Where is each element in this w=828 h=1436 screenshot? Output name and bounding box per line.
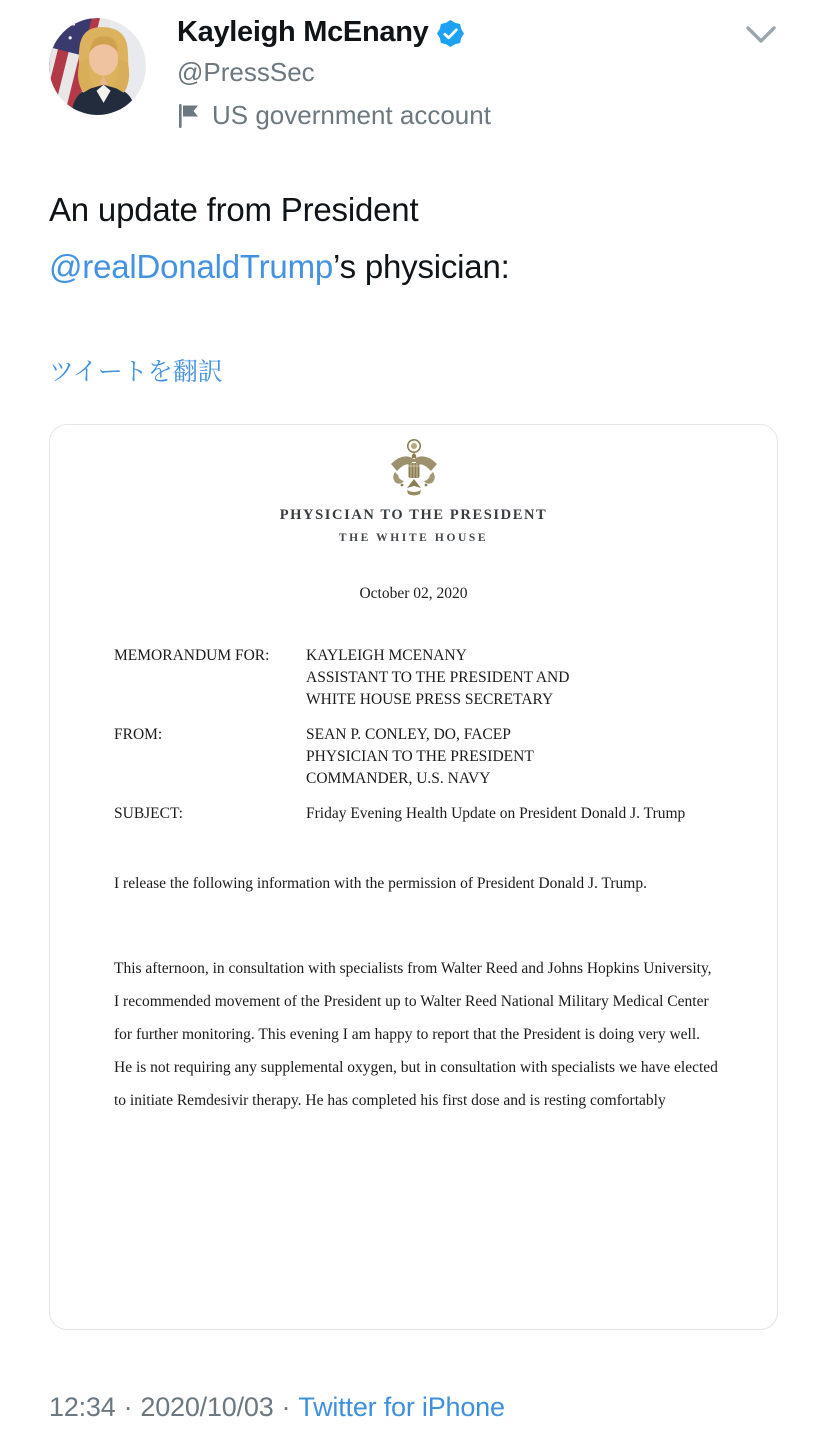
tweet-time: 12:34 — [49, 1392, 116, 1422]
user-handle: @PressSec — [177, 57, 315, 87]
memo-field-line: WHITE HOUSE PRESS SECRETARY — [306, 691, 554, 708]
memo-paragraph-2: This afternoon, in consultation with specialists from Walter Reed and Johns Hopkins University, I recommended movement of the President up to Walter Reed National Military Medical Center for further monitoring. This evening I am happy to report that the President is doing very well. He is not requiring any supplemental oxygen, but in consultation with specialists we have elected to initiate Remdesivir therapy. He has completed his first dose and is resting comfortably — [114, 960, 718, 1109]
tweet-date: 2020/10/03 — [140, 1392, 274, 1422]
separator-dot: · — [281, 1392, 291, 1422]
account-type-label: US government account — [212, 100, 491, 130]
memo-letterhead-title: PHYSICIAN TO THE PRESIDENT — [279, 507, 548, 523]
memo-field-label: MEMORANDUM FOR: — [114, 647, 270, 664]
memo-field-line: SEAN P. CONLEY, DO, FACEP — [306, 726, 511, 743]
display-name[interactable]: Kayleigh McEnany — [177, 16, 429, 48]
memo-field-line: PHYSICIAN TO THE PRESIDENT — [306, 748, 534, 765]
memo-fields — [114, 645, 777, 825]
tweet-text-after: ’s physician: — [333, 248, 510, 285]
memo-date: October 02, 2020 — [359, 585, 468, 602]
chevron-down-icon[interactable] — [744, 24, 778, 48]
tweet-meta — [49, 1392, 505, 1423]
tweet-text — [49, 181, 729, 295]
memo-field-line: ASSISTANT TO THE PRESIDENT AND — [306, 669, 570, 686]
memo-paragraph-1: I release the following information with the permission of President Donald J. Trump. — [114, 875, 647, 892]
memo-field-label: SUBJECT: — [114, 805, 183, 822]
memo-field-memorandum-for — [114, 645, 777, 711]
translate-tweet-link[interactable]: ツイートを翻訳 — [49, 358, 223, 386]
tweet-source-link[interactable]: Twitter for iPhone — [298, 1392, 505, 1422]
flag-icon — [177, 103, 201, 129]
avatar[interactable] — [49, 18, 146, 115]
separator-dot: · — [123, 1392, 133, 1422]
memo-field-line: COMMANDER, U.S. NAVY — [306, 770, 491, 787]
tweet-header — [177, 16, 491, 131]
presidential-seal-icon — [387, 438, 441, 500]
memo-field-subject — [114, 803, 777, 825]
memo-field-label: FROM: — [114, 726, 163, 743]
memo-field-line: KAYLEIGH MCENANY — [306, 647, 467, 664]
memo-field-from — [114, 724, 777, 790]
tweet-text-before: An update from President — [49, 191, 419, 228]
mention-link[interactable]: @realDonaldTrump — [49, 248, 334, 285]
verified-badge-icon — [437, 20, 464, 47]
memo-field-line: Friday Evening Health Update on President Donald J. Trump — [306, 805, 686, 822]
memo-letterhead-subtitle: THE WHITE HOUSE — [338, 532, 489, 544]
tweet-media-memo-image[interactable] — [49, 424, 778, 1330]
